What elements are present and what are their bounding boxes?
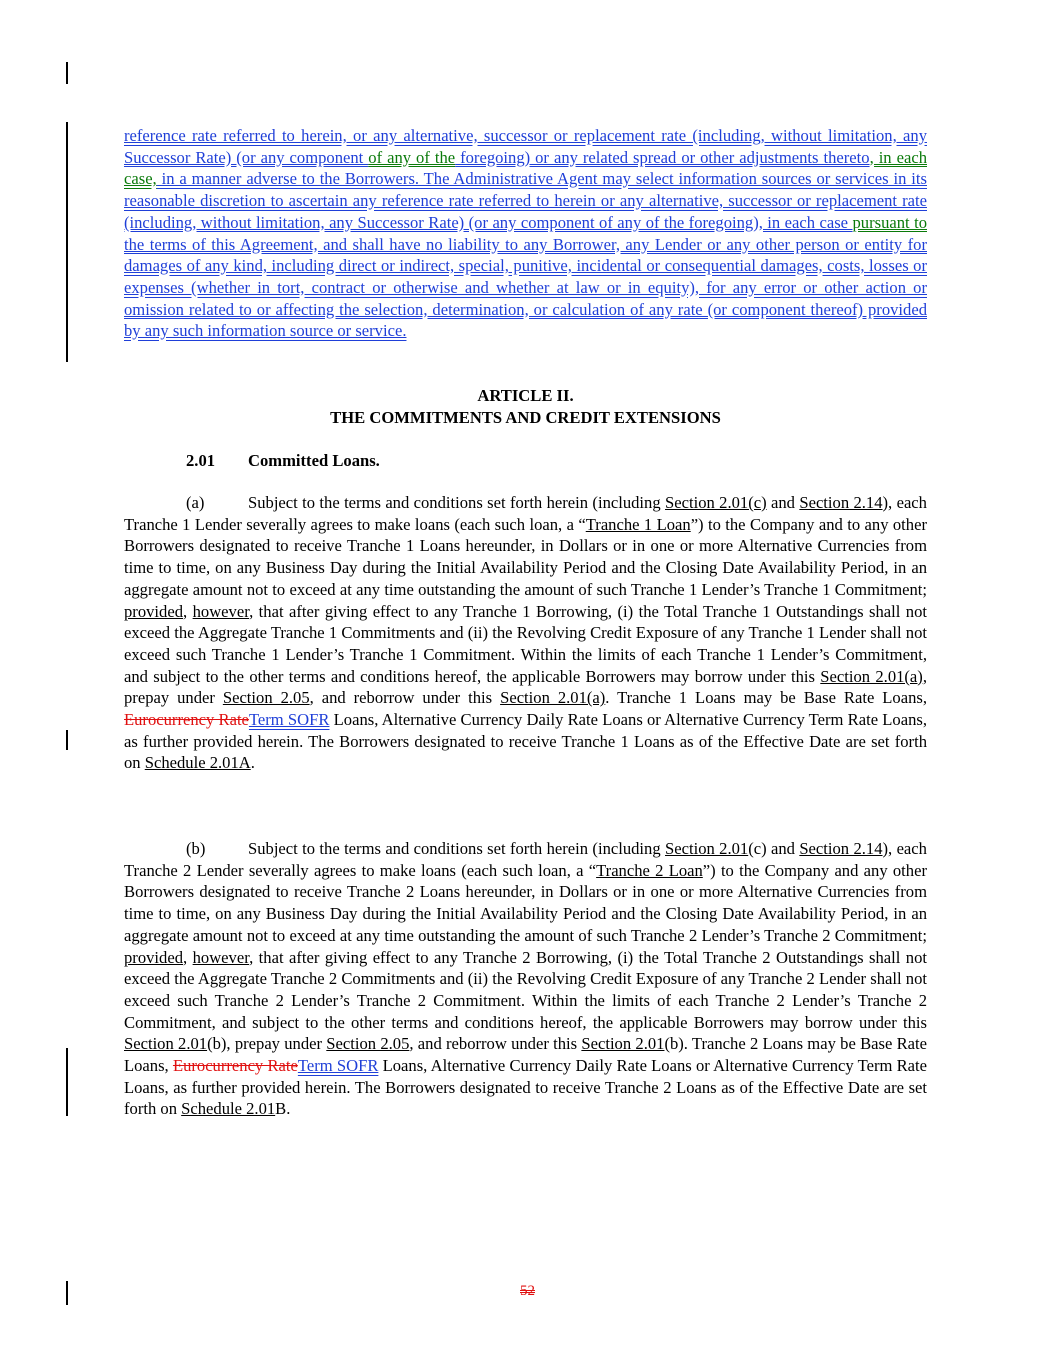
body-text: ,	[183, 947, 193, 967]
inserted-text: Term SOFR	[248, 710, 330, 730]
cross-reference: Section 2.01	[581, 1034, 665, 1054]
defined-term: however	[192, 601, 250, 621]
inserted-text: foregoing) or any related spread or other adjustments thereto	[455, 147, 870, 167]
cross-reference: Section 2.05	[222, 688, 310, 708]
paragraph-a	[124, 492, 927, 774]
cross-reference: Section 2.05	[326, 1034, 410, 1054]
deleted-text: Eurocurrency Rate	[172, 1056, 298, 1076]
body-text: ,	[183, 601, 193, 621]
body-text: , that after giving effect to any Tranche 1 Borrowing, (i) the Total Tranche 1 Outstandings shall not exceed the Aggregate Tranche 1 Commitments and (ii) the Revolving Credit Exposure of any Tranche 1 Lender shall not exceed such Tranche 1 Lender’s Tranche 1 Commitment. Within the limits of each Tranche 1 Lender’s Commitment, and subject to the other terms and conditions hereof, the applicable Borrowers may borrow under this	[124, 601, 928, 686]
inserted-text: Term SOFR	[297, 1056, 379, 1076]
cross-reference: Section 2.01(c)	[665, 493, 767, 512]
change-bar	[66, 730, 68, 750]
body-text: , and reborrow under this	[409, 1034, 582, 1054]
body-text: Subject to the terms and conditions set forth herein (including	[248, 839, 666, 858]
cross-reference: Section 2.01(a)	[500, 688, 606, 708]
article-title: THE COMMITMENTS AND CREDIT EXTENSIONS	[330, 407, 721, 427]
change-bar	[66, 62, 68, 84]
cross-reference: Section 2.14	[799, 839, 883, 858]
cross-reference: Schedule 2.01A	[144, 753, 251, 773]
intro-paragraph	[124, 125, 927, 342]
body-text: (b), prepay under	[207, 1034, 327, 1054]
defined-term: Tranche 1 Loan	[585, 514, 691, 534]
article-heading	[124, 385, 927, 428]
body-text: , and reborrow under this	[309, 688, 501, 708]
body-text: , prepay under	[124, 666, 927, 708]
page-number: 52	[520, 1283, 535, 1299]
cross-reference: Section 2.01(a)	[820, 666, 923, 686]
body-text: .	[250, 753, 255, 773]
deleted-text: Eurocurrency Rate	[124, 710, 249, 730]
body-text: ), each Tranche 2 Lender severally agrees to make loans (each such loan, a “	[124, 839, 927, 880]
body-text: B.	[275, 1099, 291, 1119]
cross-reference: Section 2.01	[665, 839, 749, 858]
body-text: (c) and	[748, 839, 800, 858]
inserted-text: the terms of this Agreement, and shall have no liability to any Borrower, any Lender or any other person or entity for damages of any kind, including direct or indirect, special, punitive, incidental or consequential damages, costs, losses or expenses (whether in tort, contract or otherwise and whether at law or in equity), for any error or other action or omission related to or affecting the selection, determination, or calculation of any rate (or component thereof) provided by any such information source or service.	[124, 234, 927, 341]
paragraph-b	[124, 838, 927, 1120]
cross-reference: Section 2.14	[799, 493, 883, 512]
defined-term: Tranche 2 Loan	[596, 860, 703, 880]
body-text: ”) to the Company and any other Borrowers designated to receive Tranche 2 Loans hereunder, in Dollars or in one or more Alternative Currencies from time to time, on any Business Day during the Initial Availability Period and the Closing Date Availability Period, in an aggregate amount not to exceed at any time outstanding the amount of such Tranche 2 Lender’s Tranche 2 Commitment;	[124, 860, 927, 945]
body-text: and	[766, 493, 800, 512]
body-text: ”) to the Company and to any other Borrowers designated to receive Tranche 1 Loans hereunder, in Dollars or in one or more Alternative Currencies from time to time, on any Business Day during the Initial Availability Period and the Closing Date Availability Period, in an aggregate amount not to exceed at any time outstanding the amount of such Tranche 1 Lender’s Tranche 1 Commitment;	[124, 514, 927, 599]
cross-reference: Schedule 2.01	[181, 1099, 276, 1119]
body-text: (b). Tranche 2 Loans may be Base Rate Loans,	[124, 1034, 927, 1076]
body-text: . Tranche 1 Loans may be Base Rate Loans,	[605, 688, 927, 708]
cross-reference: Section 2.01	[124, 1034, 208, 1054]
inserted-text: reference rate referred to herein, or any alternative, successor or replacement rate (including, without limitation, any Successor Rate) (or any component	[124, 126, 927, 167]
moved-text: , in each case,	[124, 147, 927, 189]
article-number: ARTICLE II.	[477, 386, 574, 405]
moved-text: of any of the	[368, 147, 456, 167]
paragraph-label: (b)	[186, 839, 206, 858]
defined-term: provided	[124, 601, 183, 621]
body-text: ), each Tranche 1 Lender severally agrees to make loans (each such loan, a “	[124, 493, 927, 534]
moved-text: pursuant to	[852, 212, 927, 232]
paragraph-label: (a)	[186, 493, 205, 512]
section-heading	[186, 450, 380, 472]
defined-term: however	[192, 947, 250, 967]
body-text: Loans, Alternative Currency Daily Rate Loans or Alternative Currency Term Rate Loans, as further provided herein. The Borrowers designated to receive Tranche 2 Loans as of the Effective Date are set forth on	[124, 1056, 928, 1119]
body-text: , that after giving effect to any Tranche 2 Borrowing, (i) the Total Tranche 2 Outstandings shall not exceed the Aggregate Tranche 2 Commitments and (ii) the Revolving Credit Exposure of any Tranche 2 Lender shall not exceed such Tranche 2 Lender’s Tranche 2 Commitment. Within the limits of each Tranche 2 Lender’s Tranche 2 Commitment, and subject to the other terms and conditions hereof, the applicable Borrowers may borrow under this	[124, 947, 928, 1032]
body-text: Subject to the terms and conditions set forth herein (including	[248, 493, 666, 512]
body-text: Loans, Alternative Currency Daily Rate Loans or Alternative Currency Term Rate Loans, as further provided herein. The Borrowers designated to receive Tranche 1 Loans as of the Effective Date are set forth on	[124, 710, 927, 773]
section-number: 2.01	[186, 451, 216, 470]
section-title: Committed Loans.	[248, 451, 380, 470]
defined-term: provided	[124, 947, 183, 967]
inserted-text: in a manner adverse to the Borrowers. The Administrative Agent may select information sources or services in its reasonable discretion to ascertain any reference rate referred to herein or any alternative, successor or replacement rate (including, without limitation, any Successor Rate) (or any component of any of the foregoing), in each case	[124, 169, 927, 232]
change-bar	[66, 122, 68, 362]
change-bar	[66, 1048, 68, 1116]
